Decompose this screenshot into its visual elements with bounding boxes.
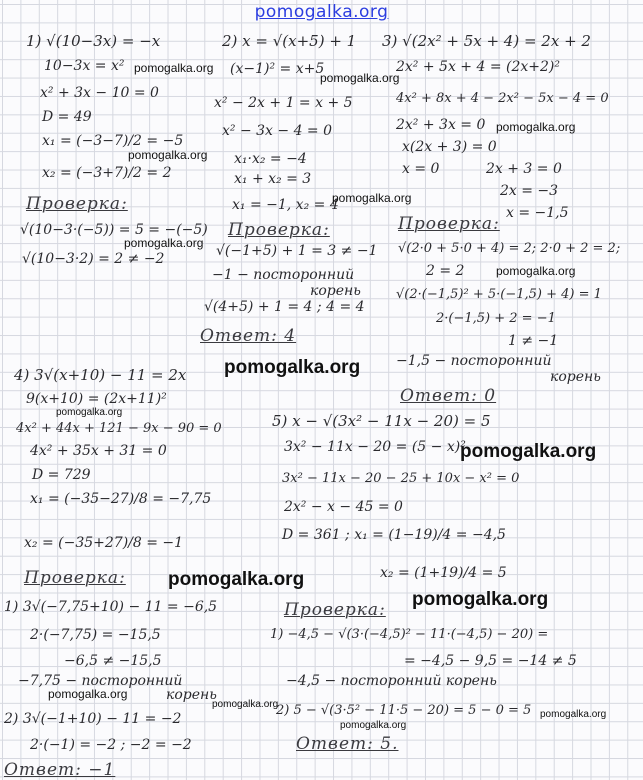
watermark-large: pomogalka.org — [412, 589, 549, 610]
p5-line-1: 5) x − √(3x² − 11x − 20) = 5 — [272, 412, 491, 430]
p4-line-6: x₁ = (−35−27)/8 = −7,75 — [30, 491, 212, 507]
p4-check-heading: Проверка: — [24, 568, 126, 588]
p2-line-2: (x−1)² = x+5 — [230, 61, 325, 77]
site-header-link[interactable]: pomogalka.org — [254, 2, 389, 22]
p2-line-1: 2) x = √(x+5) + 1 — [222, 32, 357, 50]
p1-line-2: 10−3x = x² — [44, 58, 125, 74]
watermark-small: pomogalka.org — [134, 61, 214, 75]
p1-check-line-2: √(10−3·2) = 2 ≠ −2 — [22, 251, 165, 267]
p3-check-line-5: 1 ≠ −1 — [508, 333, 559, 349]
p2-check-heading: Проверка: — [228, 220, 330, 240]
watermark-large: pomogalka.org — [460, 441, 597, 462]
p5-line-2: 3x² − 11x − 20 = (5 − x)² — [284, 439, 466, 455]
p5-check-line-1: 1) −4,5 − √(3·(−4,5)² − 11·(−4,5) − 20) = — [270, 627, 549, 642]
p3-line-6: x = 0 — [402, 161, 440, 177]
p5-check-line-2: = −4,5 − 9,5 = −14 ≠ 5 — [404, 653, 577, 669]
p3-line-3: 4x² + 8x + 4 − 2x² − 5x − 4 = 0 — [396, 91, 609, 106]
p4-check-line-2: 2·(−7,75) = −15,5 — [30, 627, 161, 643]
p3-line-4: 2x² + 3x = 0 — [396, 117, 486, 133]
watermark-small: pomogalka.org — [124, 236, 204, 250]
watermark-small: pomogalka.org — [48, 687, 128, 701]
p2-check-line-4: √(4+5) + 1 = 4 ; 4 = 4 — [204, 299, 365, 315]
watermark-small: pomogalka.org — [212, 699, 279, 710]
p4-line-1: 4) 3√(x+10) − 11 = 2x — [14, 366, 187, 384]
p3-answer: Ответ: 0 — [400, 386, 497, 406]
p4-check-line-6: 2) 3√(−1+10) − 11 = −2 — [4, 711, 182, 727]
p5-check-line-3: −4,5 − посторонний корень — [286, 673, 497, 689]
p2-answer: Ответ: 4 — [200, 326, 297, 346]
p1-line-1: 1) √(10−3x) = −x — [26, 32, 161, 50]
p3-line-2: 2x² + 5x + 4 = (2x+2)² — [396, 59, 560, 75]
p4-check-line-5: корень — [166, 687, 217, 703]
p2-line-4: x² − 3x − 4 = 0 — [222, 123, 333, 139]
p1-check-line-1: √(10−3·(−5)) = 5 = −(−5) — [20, 222, 208, 238]
p5-line-3: 3x² − 11x − 20 − 25 + 10x − x² = 0 — [282, 471, 520, 486]
p1-line-5: x₁ = (−3−7)/2 = −5 — [42, 133, 184, 149]
p3-line-7: 2x + 3 = 0 — [486, 161, 562, 177]
watermark-small: pomogalka.org — [540, 709, 607, 720]
p2-line-6: x₁ + x₂ = 3 — [234, 171, 312, 187]
p3-line-8: 2x = −3 — [500, 183, 559, 199]
p3-check-line-7: корень — [550, 369, 601, 385]
p2-check-line-3: корень — [310, 283, 361, 299]
p4-line-4: 4x² + 35x + 31 = 0 — [30, 443, 167, 459]
watermark-large: pomogalka.org — [168, 569, 305, 590]
watermark-small: pomogalka.org — [332, 191, 412, 205]
p3-check-line-1: √(2·0 + 5·0 + 4) = 2; 2·0 + 2 = 2; — [398, 241, 621, 256]
p1-line-6: x₂ = (−3+7)/2 = 2 — [42, 165, 172, 181]
watermark-small: pomogalka.org — [496, 120, 576, 134]
p3-check-line-4: 2·(−1,5) + 2 = −1 — [436, 311, 556, 326]
p2-check-line-2: −1 − посторонний — [212, 267, 355, 283]
p2-line-3: x² − 2x + 1 = x + 5 — [214, 95, 353, 111]
watermark-small: pomogalka.org — [340, 720, 407, 731]
p4-line-3: 4x² + 44x + 121 − 9x − 90 = 0 — [16, 421, 222, 436]
watermark-large: pomogalka.org — [224, 357, 361, 378]
p4-line-7: x₂ = (−35+27)/8 = −1 — [24, 535, 184, 551]
p5-line-5: D = 361 ; x₁ = (1−19)/4 = −4,5 — [282, 527, 506, 543]
p4-line-2: 9(x+10) = (2x+11)² — [26, 391, 167, 407]
p3-line-5: x(2x + 3) = 0 — [402, 139, 497, 155]
p2-line-5: x₁·x₂ = −4 — [234, 151, 307, 167]
watermark-small: pomogalka.org — [320, 71, 400, 85]
p4-answer: Ответ: −1 — [4, 760, 116, 780]
p2-line-7: x₁ = −1, x₂ = 4 — [232, 197, 339, 213]
watermark-small: pomogalka.org — [128, 148, 208, 162]
p3-check-heading: Проверка: — [398, 214, 500, 234]
p3-check-line-2: 2 = 2 — [426, 263, 465, 279]
p3-check-line-3: √(2·(−1,5)² + 5·(−1,5) + 4) = 1 — [396, 287, 602, 302]
p3-line-9: x = −1,5 — [506, 205, 569, 221]
p2-check-line-1: √(−1+5) + 1 = 3 ≠ −1 — [216, 243, 378, 259]
watermark-small: pomogalka.org — [496, 264, 576, 278]
p1-line-4: D = 49 — [42, 109, 92, 125]
p4-check-line-1: 1) 3√(−7,75+10) − 11 = −6,5 — [4, 599, 218, 615]
p5-check-line-4: 2) 5 − √(3·5² − 11·5 − 20) = 5 − 0 = 5 — [276, 703, 532, 718]
p5-check-heading: Проверка: — [284, 600, 386, 620]
p5-line-4: 2x² − x − 45 = 0 — [284, 499, 403, 515]
watermark-small: pomogalka.org — [56, 407, 123, 418]
p1-line-3: x² + 3x − 10 = 0 — [40, 85, 159, 101]
p1-check-heading: Проверка: — [26, 194, 128, 214]
p3-line-1: 3) √(2x² + 5x + 4) = 2x + 2 — [382, 32, 591, 50]
p4-check-line-4: −7,75 − посторонний — [18, 673, 183, 689]
p4-line-5: D = 729 — [32, 467, 91, 483]
p4-check-line-3: −6,5 ≠ −15,5 — [64, 653, 162, 669]
p5-line-6: x₂ = (1+19)/4 = 5 — [380, 565, 507, 581]
p4-check-line-7: 2·(−1) = −2 ; −2 = −2 — [30, 737, 192, 753]
p3-check-line-6: −1,5 − посторонний — [396, 353, 552, 369]
p5-answer: Ответ: 5. — [296, 734, 399, 754]
